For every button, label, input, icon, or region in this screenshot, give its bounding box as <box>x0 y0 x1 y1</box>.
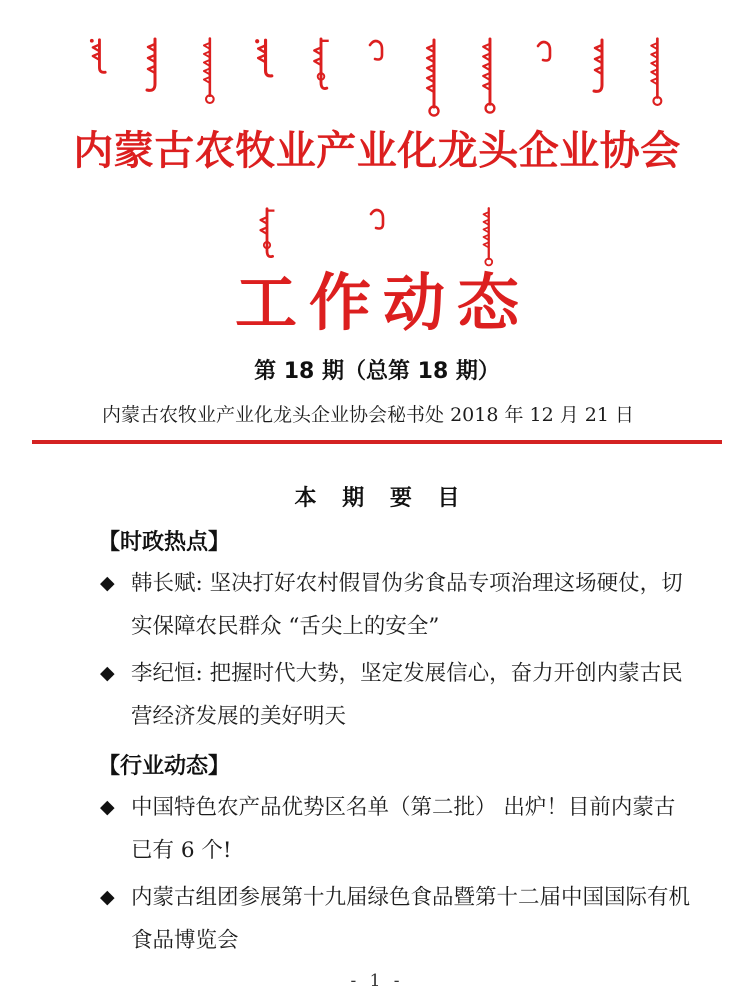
mongolian-word-icon <box>143 36 165 94</box>
mongolian-word-icon <box>478 36 500 116</box>
mongolian-word-icon <box>253 36 276 80</box>
mongolian-word-icon <box>199 36 219 106</box>
mongolian-word-icon <box>366 206 390 232</box>
mongolian-word-icon <box>534 36 556 66</box>
diamond-bullet-icon: ◆ <box>100 661 115 684</box>
mongolian-word-icon <box>88 36 109 76</box>
divider-rule <box>32 440 722 444</box>
toc-item-text: 李纪恒: 把握时代大势，坚定发展信心，奋力开创内蒙古民营经济发展的美好明天 <box>131 660 683 729</box>
mongolian-banner-row <box>40 36 714 124</box>
page-number: - 1 - <box>350 970 404 991</box>
contents-heading: 本 期 要 目 <box>294 485 469 511</box>
mongolian-word-icon <box>590 36 612 96</box>
diamond-bullet-icon: ◆ <box>100 571 115 594</box>
toc-item <box>100 786 696 872</box>
mongolian-subtitle-row <box>0 206 754 268</box>
section-title-politics: 【时政热点】 <box>98 529 231 555</box>
org-title: 内蒙古农牧业产业化龙头企业协会 <box>73 127 681 174</box>
publisher-name: 内蒙古农牧业产业化龙头企业协会秘书处 <box>102 403 445 426</box>
diamond-bullet-icon: ◆ <box>100 885 115 908</box>
publish-date: 2018 年 12 月 21 日 <box>450 403 634 426</box>
mongolian-word-icon <box>646 36 667 108</box>
issue-number: 第 18 期（总第 18 期） <box>254 358 500 384</box>
mongolian-word-icon <box>366 36 388 64</box>
mongolian-word-icon <box>422 36 444 120</box>
toc-item-text: 内蒙古组团参展第十九届绿色食品暨第十二届中国国际有机食品博览会 <box>131 884 691 953</box>
mongolian-word-icon <box>310 36 332 92</box>
toc-item <box>100 652 696 738</box>
toc-item <box>100 562 696 648</box>
publication-info-row <box>102 402 634 428</box>
bulletin-title: 工作动态 <box>234 266 531 339</box>
section-title-industry: 【行业动态】 <box>98 753 231 779</box>
document-page <box>0 36 754 1006</box>
toc-item-text: 中国特色农产品优势区名单（第二批） 出炉！目前内蒙古已有 6 个! <box>131 794 676 863</box>
diamond-bullet-icon: ◆ <box>100 795 115 818</box>
mongolian-word-icon <box>478 206 498 268</box>
mongolian-word-icon <box>256 206 278 260</box>
toc-item-text: 韩长赋: 坚决打好农村假冒伪劣食品专项治理这场硬仗，切实保障农民群众 “舌尖上的安全” <box>131 570 683 639</box>
toc-item <box>100 876 696 962</box>
